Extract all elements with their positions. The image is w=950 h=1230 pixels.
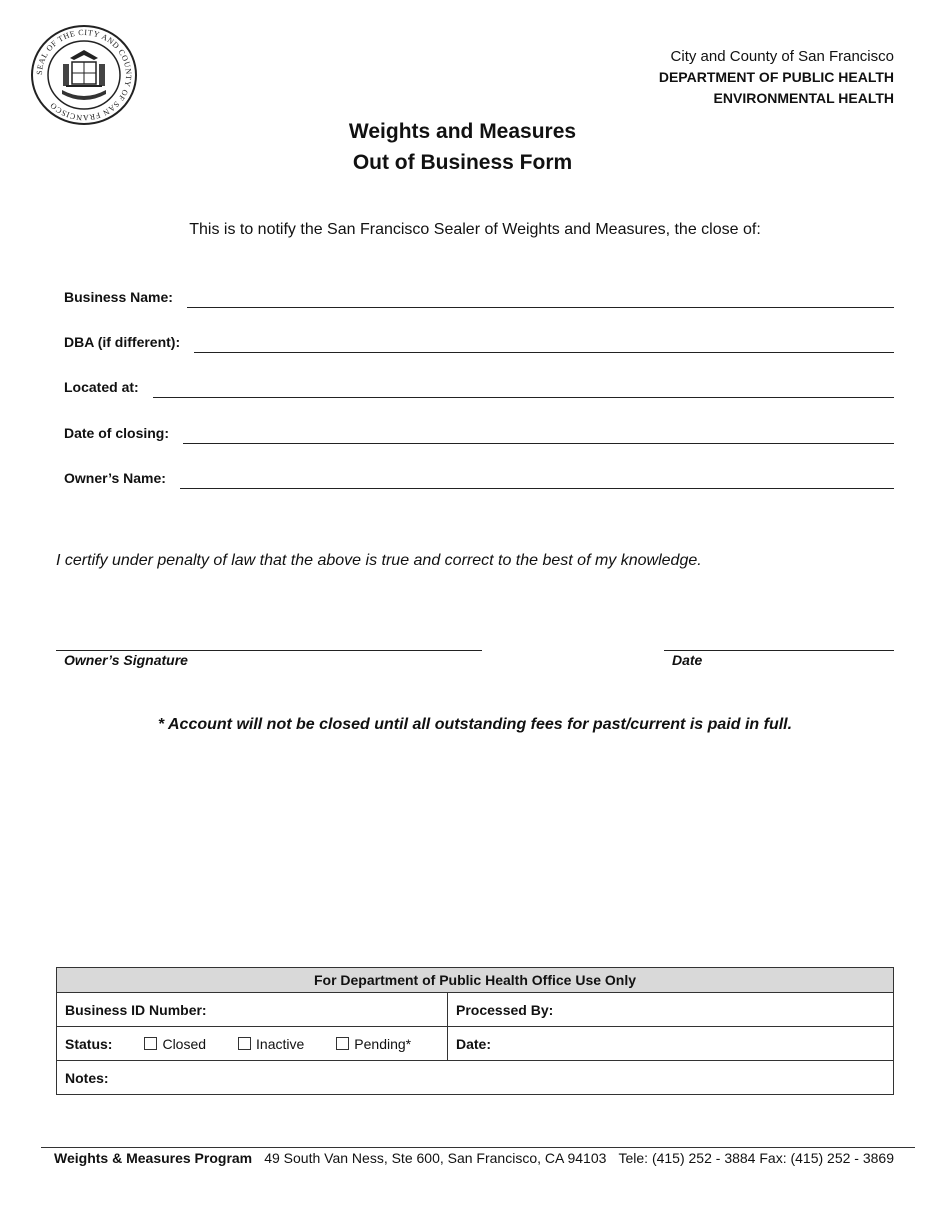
owner-name-label: Owner’s Name: bbox=[64, 470, 166, 486]
form-title-line2: Out of Business Form bbox=[352, 151, 573, 174]
city-seal-icon bbox=[30, 24, 138, 126]
date-of-closing-input[interactable] bbox=[183, 425, 894, 444]
business-name-label: Business Name: bbox=[64, 289, 173, 305]
pending-label: Pending* bbox=[354, 1035, 412, 1052]
dba-input[interactable] bbox=[194, 334, 894, 353]
intro-text: This is to notify the San Francisco Sealer of Weights and Measures, the close of: bbox=[189, 221, 761, 238]
agency-city: City and County of San Francisco bbox=[670, 48, 894, 65]
status-pending-option[interactable] bbox=[336, 1036, 411, 1052]
inactive-label: Inactive bbox=[256, 1035, 305, 1052]
date-of-closing-label: Date of closing: bbox=[64, 425, 170, 441]
processed-by-label: Processed By: bbox=[448, 993, 894, 1027]
business-id-label: Business ID Number: bbox=[57, 993, 448, 1027]
owner-signature-label: Owner’s Signature bbox=[64, 652, 188, 668]
signature-date-label: Date bbox=[672, 652, 703, 668]
agency-division: ENVIRONMENTAL HEALTH bbox=[713, 90, 894, 106]
office-use-table bbox=[56, 967, 894, 1095]
certification-statement: I certify under penalty of law that the above is true and correct to the best of my knowledge. bbox=[56, 552, 702, 569]
inactive-checkbox[interactable] bbox=[238, 1037, 251, 1050]
closed-label: Closed bbox=[162, 1035, 207, 1052]
date-of-closing-field bbox=[64, 420, 894, 444]
agency-department: DEPARTMENT OF PUBLIC HEALTH bbox=[658, 69, 894, 85]
owner-name-field bbox=[64, 465, 894, 489]
dba-label: DBA (if different): bbox=[64, 334, 181, 350]
form-title-line1: Weights and Measures bbox=[348, 120, 577, 143]
footer-address: 49 South Van Ness, Ste 600, San Francisco, CA 94103 bbox=[264, 1150, 607, 1166]
status-cell bbox=[57, 1027, 448, 1061]
status-label: Status: bbox=[65, 1035, 113, 1052]
business-name-input[interactable] bbox=[187, 289, 894, 308]
business-name-field bbox=[64, 284, 894, 308]
office-date-label: Date: bbox=[448, 1027, 894, 1061]
dba-field bbox=[64, 329, 894, 353]
status-closed-option[interactable] bbox=[144, 1036, 206, 1052]
closed-checkbox[interactable] bbox=[144, 1037, 157, 1050]
form-title bbox=[0, 116, 925, 178]
owner-name-input[interactable] bbox=[180, 470, 894, 489]
account-notice: * Account will not be closed until all outstanding fees for past/current is paid in full. bbox=[157, 716, 793, 733]
svg-text:SEAL OF THE CITY AND COUNTY OF: SEAL OF THE CITY AND COUNTY OF SAN FRANCISCO bbox=[34, 27, 134, 123]
status-inactive-option[interactable] bbox=[238, 1036, 304, 1052]
owner-signature-line[interactable] bbox=[56, 650, 482, 651]
pending-checkbox[interactable] bbox=[336, 1037, 349, 1050]
located-at-input[interactable] bbox=[153, 379, 894, 398]
located-at-field bbox=[64, 374, 894, 398]
signature-date-line[interactable] bbox=[664, 650, 894, 651]
page-footer bbox=[54, 1150, 894, 1166]
footer-divider bbox=[41, 1147, 915, 1148]
footer-phone: Tele: (415) 252 - 3884 Fax: (415) 252 - 3869 bbox=[618, 1150, 894, 1166]
notes-label: Notes: bbox=[57, 1061, 894, 1095]
office-use-header: For Department of Public Health Office Use Only bbox=[57, 968, 894, 993]
located-at-label: Located at: bbox=[64, 379, 139, 395]
agency-header bbox=[659, 46, 894, 109]
footer-program: Weights & Measures Program bbox=[54, 1150, 253, 1166]
